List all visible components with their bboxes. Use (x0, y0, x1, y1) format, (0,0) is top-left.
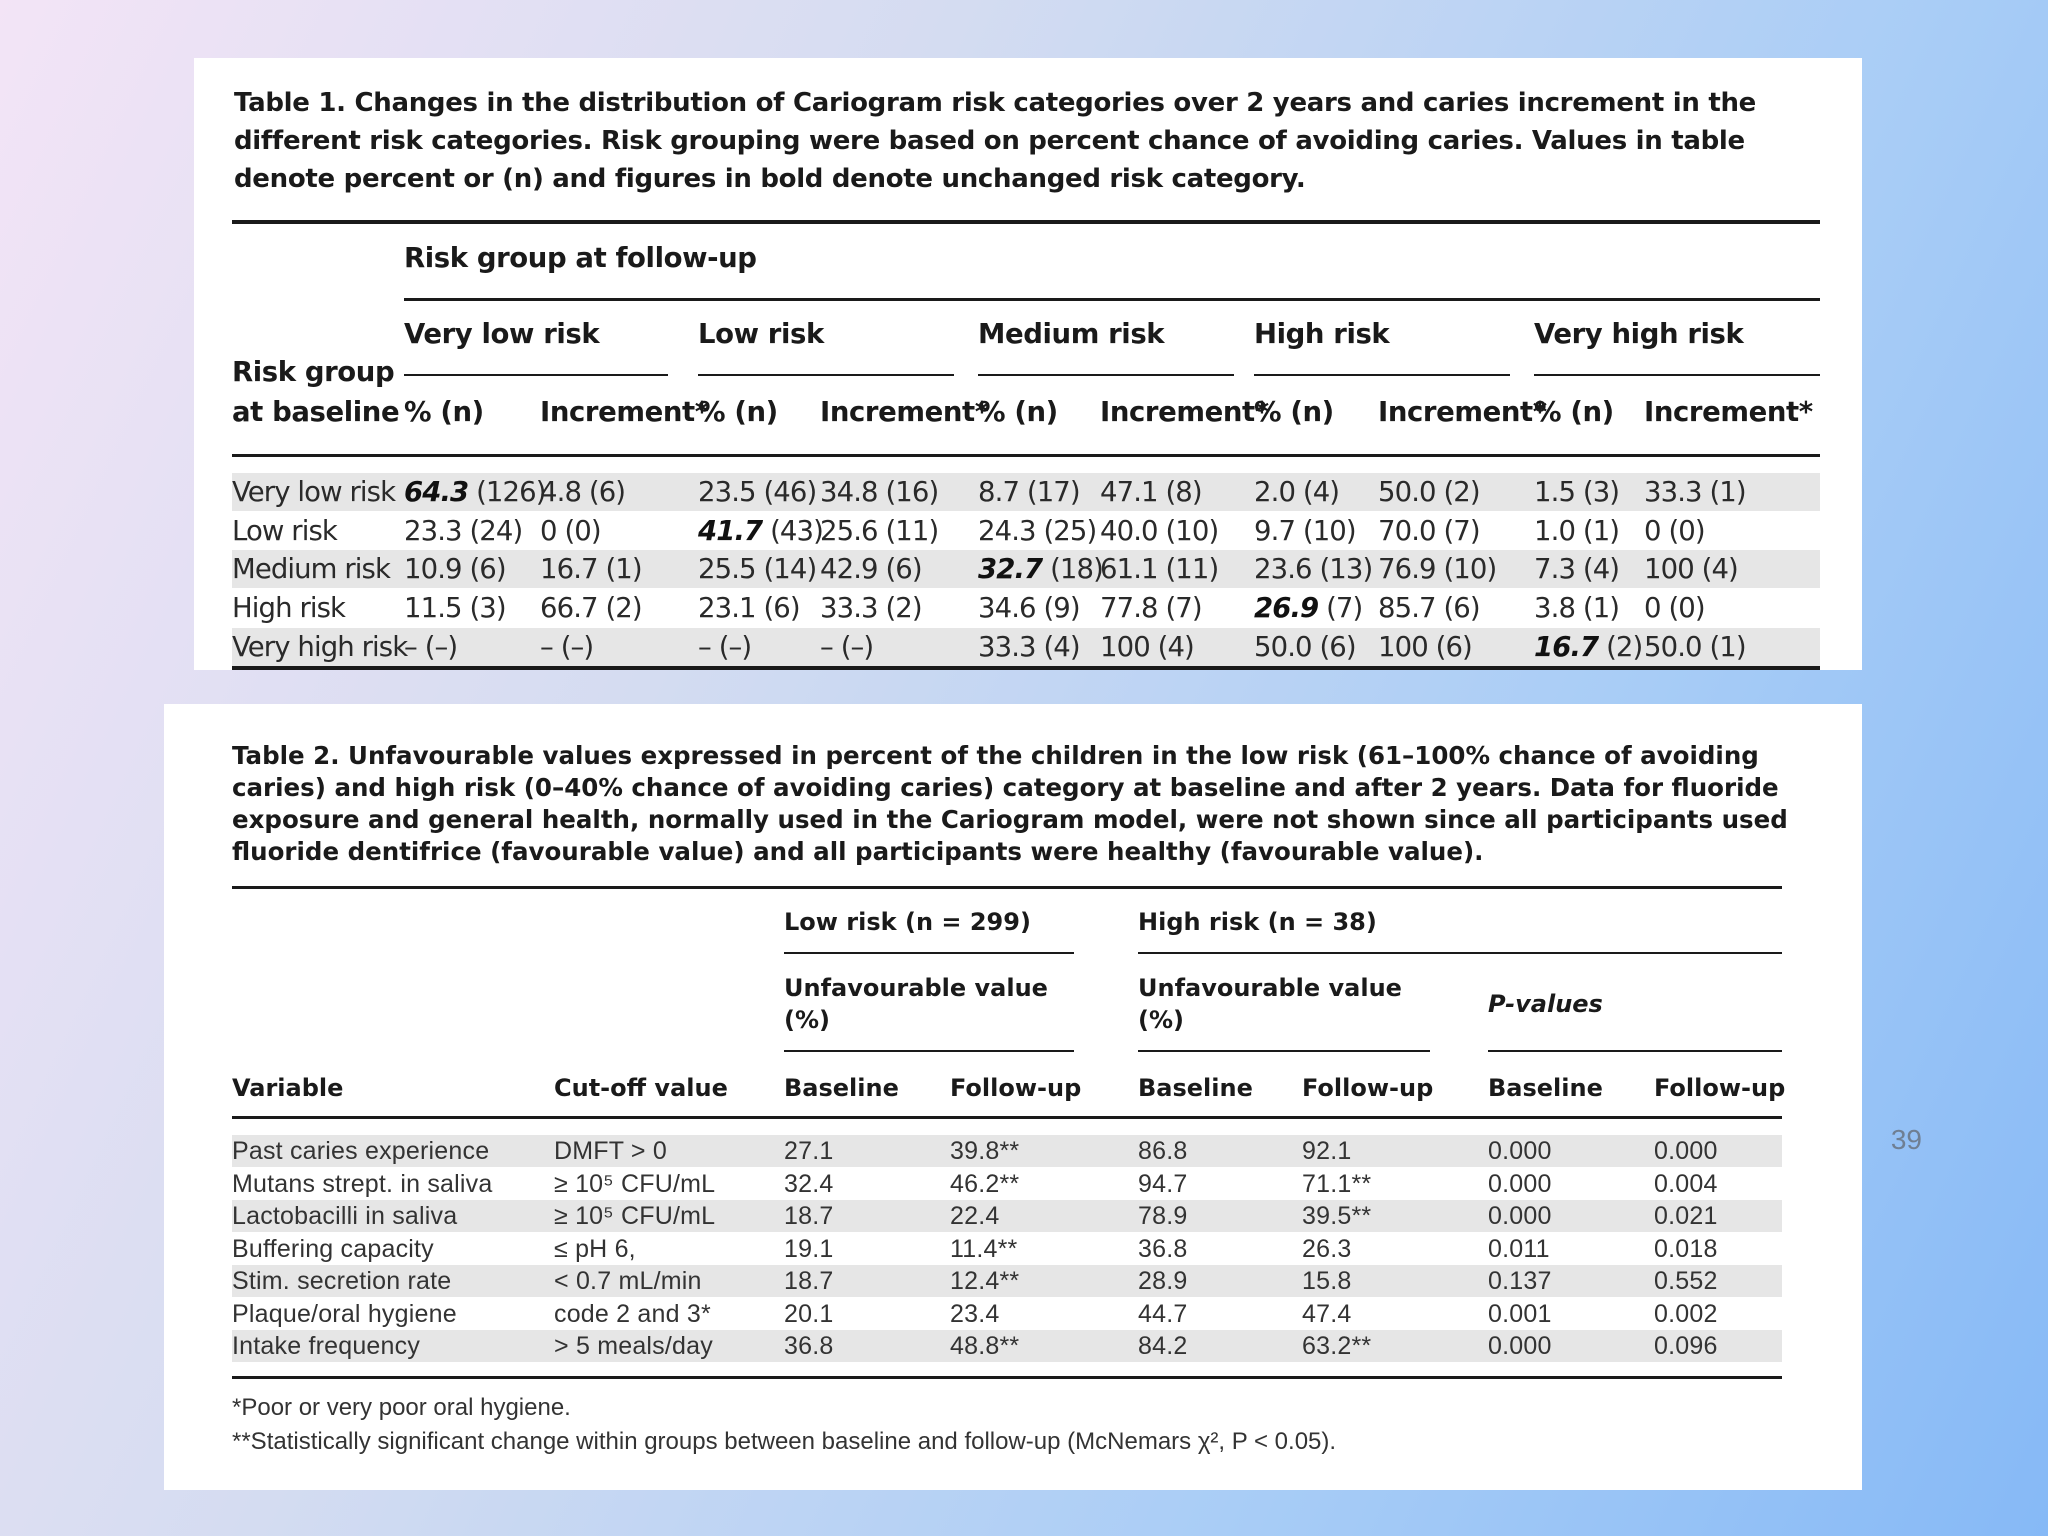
table1-row-header-line2: at baseline (232, 396, 400, 428)
table1-pct-cell (698, 551, 816, 587)
table1-cell-value: 8.7 (17) (978, 476, 1080, 508)
table1-top-rule (232, 220, 1820, 224)
table1-increment-header: Increment* (1378, 396, 1547, 428)
table2-p-followup-cell: 0.096 (1654, 1332, 1718, 1360)
table1-pct-cell (1534, 590, 1619, 626)
table1-increment-cell (1100, 590, 1202, 626)
table1-increment-cell (820, 590, 922, 626)
table1-cell-value: 34.8 (16) (820, 476, 939, 508)
table1-increment-cell (1378, 474, 1480, 510)
table1-cell-value: 34.6 (9) (978, 592, 1080, 624)
table1-category-header: Very low risk (404, 318, 600, 350)
table2-pvalues-header: P-values (1488, 990, 1603, 1018)
table2-low-followup-cell: 12.4** (950, 1267, 1020, 1295)
table1-cell-value: 33.3 (1) (1644, 476, 1746, 508)
table2-low-risk-header: Low risk (n = 299) (784, 908, 1031, 936)
table2-high-followup-cell: 47.4 (1302, 1299, 1352, 1328)
table2-low-baseline-cell: 18.7 (784, 1267, 834, 1295)
table1-cell-value: 24.3 (25) (978, 515, 1097, 547)
table1-cell-value: 2.0 (4) (1254, 476, 1340, 508)
table1-card (194, 58, 1862, 670)
table1-category-rule (698, 374, 954, 376)
table1-cell-value: 23.1 (6) (698, 592, 800, 624)
table1-row-header-line1: Risk group (232, 356, 395, 388)
table1-cell-value: 4.8 (6) (540, 476, 626, 508)
table2-low-followup-cell: 23.4 (950, 1299, 1000, 1328)
table2-high-followup-cell: 63.2** (1302, 1332, 1372, 1360)
table2-col-low-followup: Follow-up (950, 1074, 1082, 1102)
table1-increment-cell (540, 629, 593, 665)
table2-high-followup-cell: 26.3 (1302, 1234, 1352, 1263)
table1-cell-value: 85.7 (6) (1378, 592, 1480, 624)
table2-footnote-1: *Poor or very poor oral hygiene. (232, 1394, 571, 1421)
table1-increment-cell (820, 474, 938, 510)
table2-bottom-rule (232, 1376, 1782, 1379)
table1-increment-cell (1644, 474, 1746, 510)
table1-cell-value: 47.1 (8) (1100, 476, 1202, 508)
table1-category-header: High risk (1254, 318, 1390, 350)
table2-low-unfav-rule (784, 1050, 1074, 1052)
table1-pct-cell (1534, 513, 1619, 549)
table1-cell-value: 0 (0) (1644, 592, 1705, 624)
table2-p-baseline-cell: 0.011 (1488, 1234, 1550, 1263)
table1-pct-cell (698, 513, 823, 549)
table2-low-unfav-line1: Unfavourable value (784, 974, 1048, 1002)
table2-variable-cell: Buffering capacity (232, 1234, 434, 1263)
table2-high-followup-cell: 39.5** (1302, 1202, 1372, 1230)
table1-cell-value: (126) (468, 476, 546, 508)
table2-cutoff-cell: ≤ pH 6, (554, 1234, 636, 1263)
table1-pct-cell (1254, 629, 1356, 665)
table2-low-followup-cell: 46.2** (950, 1169, 1020, 1198)
table1-cell-value: (7) (1318, 592, 1363, 624)
table1-cell-value: 10.9 (6) (404, 553, 506, 585)
table2-col-high-baseline: Baseline (1138, 1074, 1253, 1102)
table1-pct-header: % (n) (1254, 396, 1334, 428)
table2-p-followup-cell: 0.552 (1654, 1267, 1718, 1295)
table2-high-risk-rule (1138, 952, 1782, 954)
table2-col-p-followup: Follow-up (1654, 1074, 1786, 1102)
table2-col-p-baseline: Baseline (1488, 1074, 1603, 1102)
table2-col-variable: Variable (232, 1074, 344, 1102)
table1-increment-cell (820, 551, 922, 587)
table1-pct-cell (1254, 474, 1339, 510)
table1-cell-value: 50.0 (2) (1378, 476, 1480, 508)
table1-pct-header: % (n) (1534, 396, 1614, 428)
table1-cell-value: 100 (6) (1378, 631, 1472, 663)
table1-unchanged-value: 64.3 (404, 476, 469, 508)
table2-col-low-baseline: Baseline (784, 1074, 899, 1102)
table2-cutoff-cell: code 2 and 3* (554, 1299, 711, 1328)
table2-high-unfav-rule (1138, 1050, 1430, 1052)
table2-low-baseline-cell: 36.8 (784, 1332, 834, 1360)
table1-increment-cell (1100, 513, 1218, 549)
table1-cell-value: 25.6 (11) (820, 515, 939, 547)
table1-cell-value: – (–) (404, 631, 458, 663)
table1-pct-cell (1534, 551, 1619, 587)
table2-p-followup-cell: 0.004 (1654, 1169, 1718, 1198)
table1-increment-cell (820, 513, 938, 549)
table2-low-unfav-line2: (%) (784, 1006, 830, 1034)
table1-cell-value: 50.0 (6) (1254, 631, 1356, 663)
table1-cell-value: 9.7 (10) (1254, 515, 1356, 547)
table1-row-label: High risk (232, 592, 346, 624)
table1-increment-cell (1644, 551, 1738, 587)
table2-p-baseline-cell: 0.000 (1488, 1332, 1552, 1360)
table1-category-rule (1534, 374, 1820, 376)
table1-cell-value: 76.9 (10) (1378, 553, 1497, 585)
table1-cell-value: (43) (762, 515, 823, 547)
table1-increment-header: Increment* (1100, 396, 1269, 428)
table1-cell-value: 23.6 (13) (1254, 553, 1373, 585)
table1-pct-cell (978, 551, 1103, 587)
table2-p-baseline-cell: 0.000 (1488, 1202, 1552, 1230)
table1-caption: Table 1. Changes in the distribution of Cariogram risk categories over 2 years and caries increment in the different risk categories. Risk grouping were based on percent chance of avoiding caries. Values in table denote percent or (n) and figures in bold denote unchanged risk category. (234, 88, 1756, 194)
table1-increment-cell (540, 474, 625, 510)
table1-cell-value: 25.5 (14) (698, 553, 817, 585)
table1-increment-cell (820, 629, 873, 665)
table1-row-label: Very low risk (232, 476, 396, 508)
table1-cell-value: 61.1 (11) (1100, 553, 1219, 585)
table2-low-baseline-cell: 27.1 (784, 1137, 834, 1165)
table1-cell-value: 40.0 (10) (1100, 515, 1219, 547)
table1-cell-value: 0 (0) (540, 515, 601, 547)
table2-high-baseline-cell: 44.7 (1138, 1299, 1188, 1328)
table1-cell-value: 1.5 (3) (1534, 476, 1620, 508)
table1-cell-value: 23.3 (24) (404, 515, 523, 547)
table1-cell-value: 33.3 (2) (820, 592, 922, 624)
table1-category-rule (1254, 374, 1510, 376)
table1-cell-value: 100 (4) (1100, 631, 1194, 663)
table2-high-baseline-cell: 86.8 (1138, 1137, 1188, 1165)
table2-low-followup-cell: 22.4 (950, 1202, 1000, 1230)
table1-increment-cell (1378, 629, 1472, 665)
table1-increment-cell (1644, 590, 1705, 626)
table1-cell-value: 7.3 (4) (1534, 553, 1620, 585)
table1-pct-header: % (n) (698, 396, 778, 428)
table1-cell-value: 23.5 (46) (698, 476, 817, 508)
table1-bottom-rule (232, 666, 1820, 670)
table1-cell-value: 0 (0) (1644, 515, 1705, 547)
table2-cutoff-cell: DMFT > 0 (554, 1137, 667, 1165)
table1-pct-cell (404, 474, 546, 510)
table1-pct-cell (1254, 590, 1362, 626)
table2-p-followup-cell: 0.018 (1654, 1234, 1718, 1263)
table2-low-baseline-cell: 19.1 (784, 1234, 834, 1263)
table2-header-rule (232, 1116, 1782, 1119)
table1-cell-value: 77.8 (7) (1100, 592, 1202, 624)
table2-p-baseline-cell: 0.001 (1488, 1299, 1552, 1328)
table1-cell-value: 66.7 (2) (540, 592, 642, 624)
table1-cell-value: 42.9 (6) (820, 553, 922, 585)
table1-pct-cell (978, 474, 1080, 510)
table1-pct-cell (404, 590, 506, 626)
table1-cell-value: – (–) (698, 631, 752, 663)
table1-increment-cell (540, 590, 642, 626)
table1-increment-cell (1100, 629, 1194, 665)
table2-p-baseline-cell: 0.000 (1488, 1137, 1552, 1165)
table1-increment-cell (1644, 513, 1705, 549)
table1-cell-value: 50.0 (1) (1644, 631, 1746, 663)
table2-pvalues-rule (1488, 1050, 1782, 1052)
table2-p-baseline-cell: 0.000 (1488, 1169, 1552, 1198)
table2-high-followup-cell: 92.1 (1302, 1137, 1352, 1165)
table2-high-baseline-cell: 28.9 (1138, 1267, 1188, 1295)
table1-cell-value: 1.0 (1) (1534, 515, 1620, 547)
table1-increment-cell (540, 513, 601, 549)
table2-low-followup-cell: 48.8** (950, 1332, 1020, 1360)
table2-caption: Table 2. Unfavourable values expressed in percent of the children in the low risk (61–100% chance of avoiding caries) and high risk (0–40% chance of avoiding caries) category at baseline and after 2 years. Data for fluoride exposure and general health, normally used in the Cariogram model, were not shown since all participants used fluoride dentifrice (favourable value) and all participants were healthy (favourable value). (232, 741, 1788, 866)
table1-category-header: Medium risk (978, 318, 1165, 350)
table2-low-baseline-cell: 32.4 (784, 1169, 834, 1198)
page-number: 39 (1890, 1124, 1922, 1155)
table2-low-followup-cell: 39.8** (950, 1137, 1020, 1165)
table2-low-followup-cell: 11.4** (950, 1234, 1018, 1263)
table1-group-header: Risk group at follow-up (404, 242, 757, 274)
table2-cutoff-cell: > 5 meals/day (554, 1332, 713, 1360)
table1-pct-header: % (n) (404, 396, 484, 428)
table2-variable-cell: Mutans strept. in saliva (232, 1169, 493, 1198)
table2-col-cutoff: Cut-off value (554, 1074, 728, 1102)
table1-row-label: Medium risk (232, 553, 391, 585)
table2-high-unfav-line2: (%) (1138, 1006, 1184, 1034)
table1-pct-cell (978, 629, 1080, 665)
table1-unchanged-value: 32.7 (978, 553, 1043, 585)
table1-group-rule (404, 298, 1820, 301)
table2-high-baseline-cell: 94.7 (1138, 1169, 1188, 1198)
table2-p-followup-cell: 0.002 (1654, 1299, 1718, 1328)
table1-cell-value: 33.3 (4) (978, 631, 1080, 663)
table2-top-rule (232, 886, 1782, 889)
table1-pct-cell (698, 474, 816, 510)
table2-cutoff-cell: < 0.7 mL/min (554, 1267, 702, 1295)
table1-category-rule (978, 374, 1234, 376)
table2-variable-cell: Plaque/oral hygiene (232, 1299, 457, 1328)
table2-high-unfav-line1: Unfavourable value (1138, 974, 1402, 1002)
table2-low-baseline-cell: 18.7 (784, 1202, 834, 1230)
table1-unchanged-value: 16.7 (1534, 631, 1599, 663)
table2-high-baseline-cell: 78.9 (1138, 1202, 1188, 1230)
table1-increment-cell (1644, 629, 1746, 665)
table1-unchanged-value: 41.7 (698, 515, 763, 547)
table1-category-rule (404, 374, 668, 376)
table1-pct-cell (978, 513, 1096, 549)
table2-high-baseline-cell: 84.2 (1138, 1332, 1188, 1360)
table1-increment-header: Increment* (540, 396, 709, 428)
table1-header-rule (232, 454, 1820, 457)
table1-increment-cell (1378, 551, 1496, 587)
table1-cell-value: 70.0 (7) (1378, 515, 1480, 547)
table2-high-followup-cell: 71.1** (1302, 1169, 1372, 1198)
table1-pct-cell (404, 551, 506, 587)
table2-high-risk-header: High risk (n = 38) (1138, 908, 1377, 936)
table1-row-label: Very high risk (232, 631, 408, 663)
table1-increment-cell (1378, 513, 1480, 549)
table1-pct-cell (698, 629, 751, 665)
table2-low-baseline-cell: 20.1 (784, 1299, 834, 1328)
table2-p-baseline-cell: 0.137 (1488, 1267, 1552, 1295)
table1-row-label: Low risk (232, 515, 337, 547)
table1-increment-header: Increment* (820, 396, 989, 428)
table1-pct-cell (1254, 513, 1356, 549)
table1-cell-value: 11.5 (3) (404, 592, 506, 624)
table2-high-baseline-cell: 36.8 (1138, 1234, 1188, 1263)
table1-cell-value: (18) (1042, 553, 1103, 585)
table1-cell-value: 100 (4) (1644, 553, 1738, 585)
table1-pct-cell (404, 629, 457, 665)
table1-cell-value: (2) (1598, 631, 1643, 663)
table1-pct-cell (404, 513, 522, 549)
table1-pct-cell (1254, 551, 1372, 587)
table2-p-followup-cell: 0.000 (1654, 1137, 1718, 1165)
table1-increment-cell (1100, 551, 1218, 587)
table2-card (164, 704, 1862, 1490)
table2-col-high-followup: Follow-up (1302, 1074, 1434, 1102)
table1-cell-value: – (–) (540, 631, 594, 663)
table2-variable-cell: Lactobacilli in saliva (232, 1202, 458, 1230)
table2-variable-cell: Stim. secretion rate (232, 1267, 452, 1295)
table1-pct-header: % (n) (978, 396, 1058, 428)
table1-cell-value: 3.8 (1) (1534, 592, 1620, 624)
table1-increment-cell (540, 551, 642, 587)
table1-pct-cell (698, 590, 800, 626)
table1-increment-cell (1100, 474, 1202, 510)
table1-category-header: Very high risk (1534, 318, 1744, 350)
table2-footnote-2: **Statistically significant change within groups between baseline and follow-up (McNemars χ², P < 0.05). (232, 1428, 1337, 1455)
table1-cell-value: 16.7 (1) (540, 553, 642, 585)
table1-increment-cell (1378, 590, 1480, 626)
table2-cutoff-cell: ≥ 10⁵ CFU/mL (554, 1202, 716, 1230)
table1-unchanged-value: 26.9 (1254, 592, 1319, 624)
table1-pct-cell (978, 590, 1080, 626)
table1-increment-header: Increment* (1644, 396, 1813, 428)
table2-high-followup-cell: 15.8 (1302, 1267, 1352, 1295)
table2-cutoff-cell: ≥ 10⁵ CFU/mL (554, 1169, 716, 1198)
table1-cell-value: – (–) (820, 631, 874, 663)
table1-pct-cell (1534, 629, 1642, 665)
table1-category-header: Low risk (698, 318, 824, 350)
table2-p-followup-cell: 0.021 (1654, 1202, 1718, 1230)
table2-low-risk-rule (784, 952, 1074, 954)
table2-variable-cell: Intake frequency (232, 1332, 421, 1360)
table2-variable-cell: Past caries experience (232, 1137, 490, 1165)
table1-pct-cell (1534, 474, 1619, 510)
